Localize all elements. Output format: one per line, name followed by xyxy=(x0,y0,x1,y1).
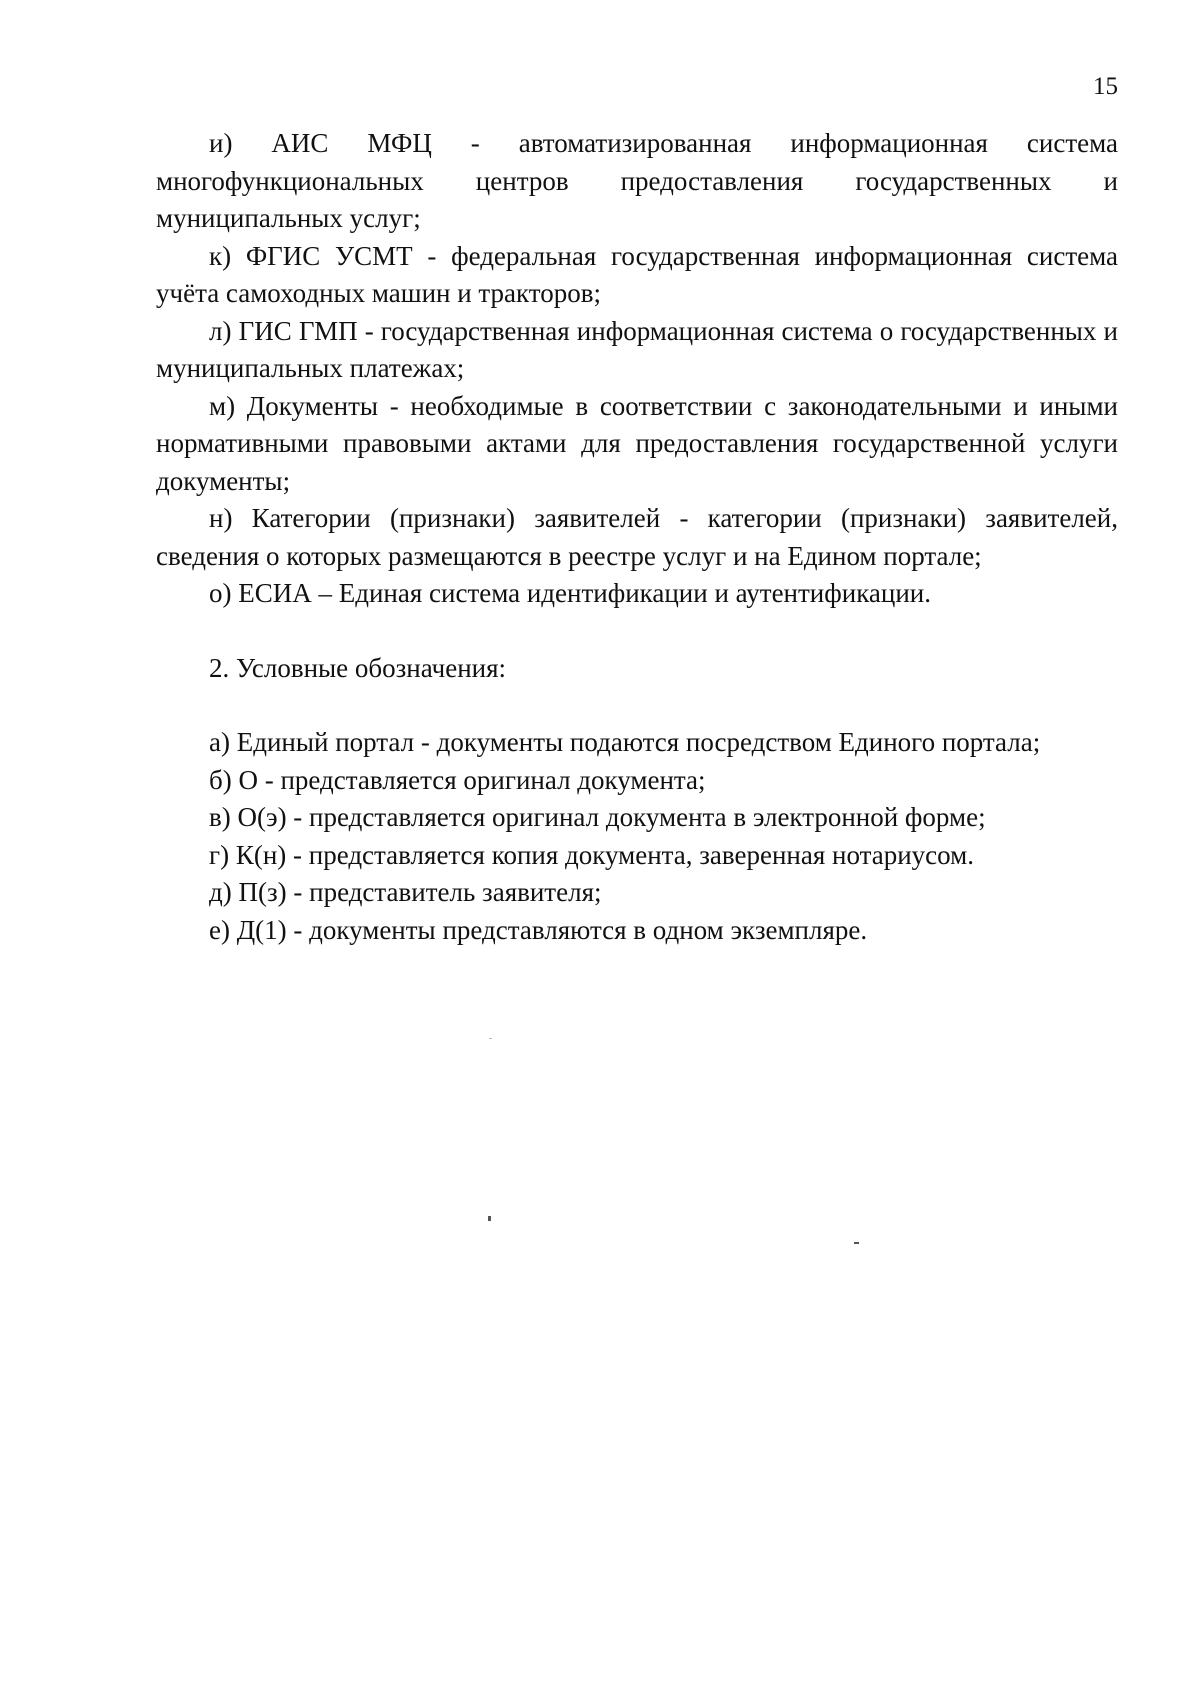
definition-item: л) ГИС ГМП - государственная информационная система о государственных и муниципальных платежах; xyxy=(156,315,1118,383)
legend-list xyxy=(156,724,1118,949)
definition-item: м) Документы - необходимые в соответствии с законодательными и иными нормативными правовыми актами для предоставления государственной услуги документы; xyxy=(156,390,1118,496)
definition-item: н) Категории (признаки) заявителей - категории (признаки) заявителей, сведения о которых размещаются в реестре услуг и на Едином портале; xyxy=(156,503,1118,571)
definition-item: и) АИС МФЦ - автоматизированная информационная система многофункциональных центров предоставления государственных и муниципальных услуг; xyxy=(156,128,1118,233)
legend-item: д) П(з) - представитель заявителя; xyxy=(209,877,602,907)
scan-speck xyxy=(488,1216,491,1221)
page-number: 15 xyxy=(1093,73,1118,100)
section-title: 2. Условные обозначения: xyxy=(209,652,507,683)
scan-speck xyxy=(854,1242,859,1244)
scan-speck xyxy=(489,1038,492,1039)
definitions-list xyxy=(156,125,1118,613)
legend-item: а) Единый портал - документы подаются посредством Единого портала; xyxy=(209,727,1041,757)
legend-item: г) К(н) - представляется копия документа, заверенная нотариусом. xyxy=(209,839,974,870)
legend-item: е) Д(1) - документы представляются в одном экземпляре. xyxy=(209,914,868,945)
page-content xyxy=(156,125,1118,949)
definition-item: к) ФГИС УСМТ - федеральная государственная информационная система учёта самоходных машин и тракторов; xyxy=(156,240,1118,308)
definition-item: о) ЕСИА – Единая система идентификации и аутентификации. xyxy=(209,578,931,608)
legend-item: в) О(э) - представляется оригинал документа в электронной форме; xyxy=(209,802,986,832)
legend-item: б) О - представляется оригинал документа; xyxy=(209,764,706,795)
